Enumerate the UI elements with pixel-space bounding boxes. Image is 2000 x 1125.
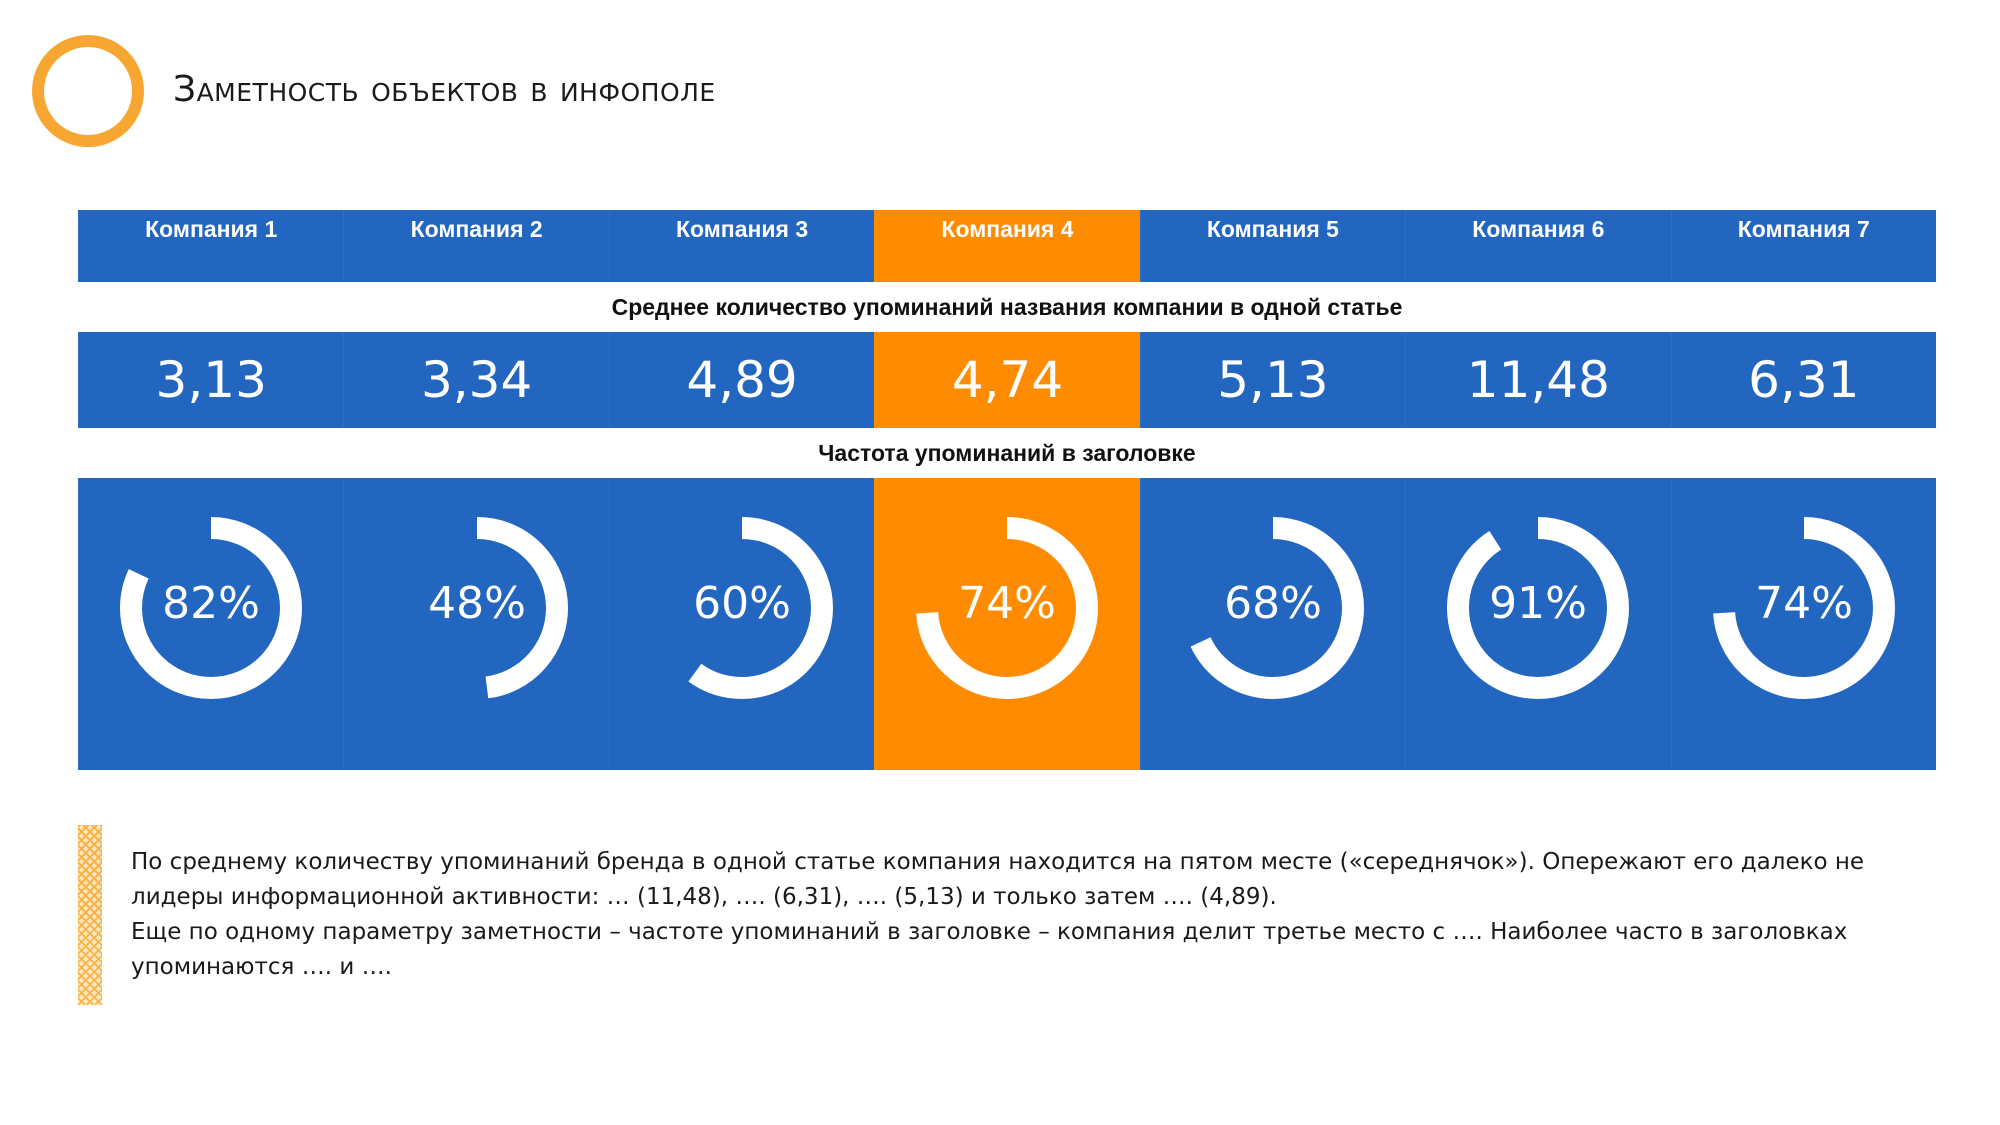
company-header-4: Компания 4 — [874, 210, 1139, 282]
summary-paragraph-1: По среднему количеству упоминаний бренда в одной статье компания находится на пятом месте («середнячок»). Опережают его далеко не лидеры информационной активности: … (11,48), …. (6,31), …. (5,13) и только затем …. (4,89). — [131, 849, 1865, 910]
ring-label-6: 91% — [1489, 578, 1588, 629]
headline-ring-chart-5 — [1173, 508, 1373, 708]
decorative-pattern-bar — [78, 825, 102, 1005]
headline-ring-chart-7 — [1704, 508, 1904, 708]
logo-ring-icon — [32, 35, 144, 147]
section-label-2: Частота упоминаний в заголовке — [78, 428, 1936, 478]
headline-ring-cell-4 — [874, 478, 1139, 770]
mentions-value-4: 4,74 — [874, 332, 1139, 428]
section-label-1: Среднее количество упоминаний названия компании в одной статье — [78, 282, 1936, 332]
company-comparison-table — [78, 210, 1936, 770]
ring-label-5: 68% — [1224, 578, 1322, 629]
mentions-value-6: 11,48 — [1405, 332, 1670, 428]
headline-ring-cell-5 — [1140, 478, 1405, 770]
headline-ring-chart-2 — [377, 508, 577, 708]
headline-ring-cell-6 — [1405, 478, 1670, 770]
slide-title: Заметность объектов в инфополе — [173, 69, 716, 110]
headline-ring-chart-3 — [642, 508, 842, 708]
headline-ring-chart-4 — [907, 508, 1107, 708]
headline-ring-cell-1 — [78, 478, 343, 770]
ring-label-2: 48% — [427, 578, 526, 629]
summary-note — [131, 845, 1921, 985]
mentions-value-1: 3,13 — [78, 332, 343, 428]
ring-label-4: 74% — [958, 578, 1057, 629]
ring-label-3: 60% — [693, 578, 791, 629]
company-header-1: Компания 1 — [78, 210, 343, 282]
company-header-6: Компания 6 — [1405, 210, 1670, 282]
headline-ring-cell-3 — [609, 478, 874, 770]
ring-label-7: 74% — [1754, 578, 1853, 629]
ring-label-1: 82% — [162, 578, 261, 629]
company-header-3: Компания 3 — [609, 210, 874, 282]
mentions-value-5: 5,13 — [1140, 332, 1405, 428]
headline-ring-cell-2 — [343, 478, 608, 770]
mentions-value-3: 4,89 — [609, 332, 874, 428]
mentions-value-7: 6,31 — [1671, 332, 1936, 428]
summary-paragraph-2: Еще по одному параметру заметности – частоте упоминаний в заголовке – компания делит третье место с …. Наиболее часто в заголовках упоминаются …. и …. — [131, 919, 1848, 980]
company-header-7: Компания 7 — [1671, 210, 1936, 282]
company-header-5: Компания 5 — [1140, 210, 1405, 282]
headline-ring-cell-7 — [1671, 478, 1936, 770]
mentions-value-2: 3,34 — [343, 332, 608, 428]
headline-ring-chart-6 — [1438, 508, 1638, 708]
company-header-2: Компания 2 — [343, 210, 608, 282]
headline-ring-chart-1 — [111, 508, 311, 708]
